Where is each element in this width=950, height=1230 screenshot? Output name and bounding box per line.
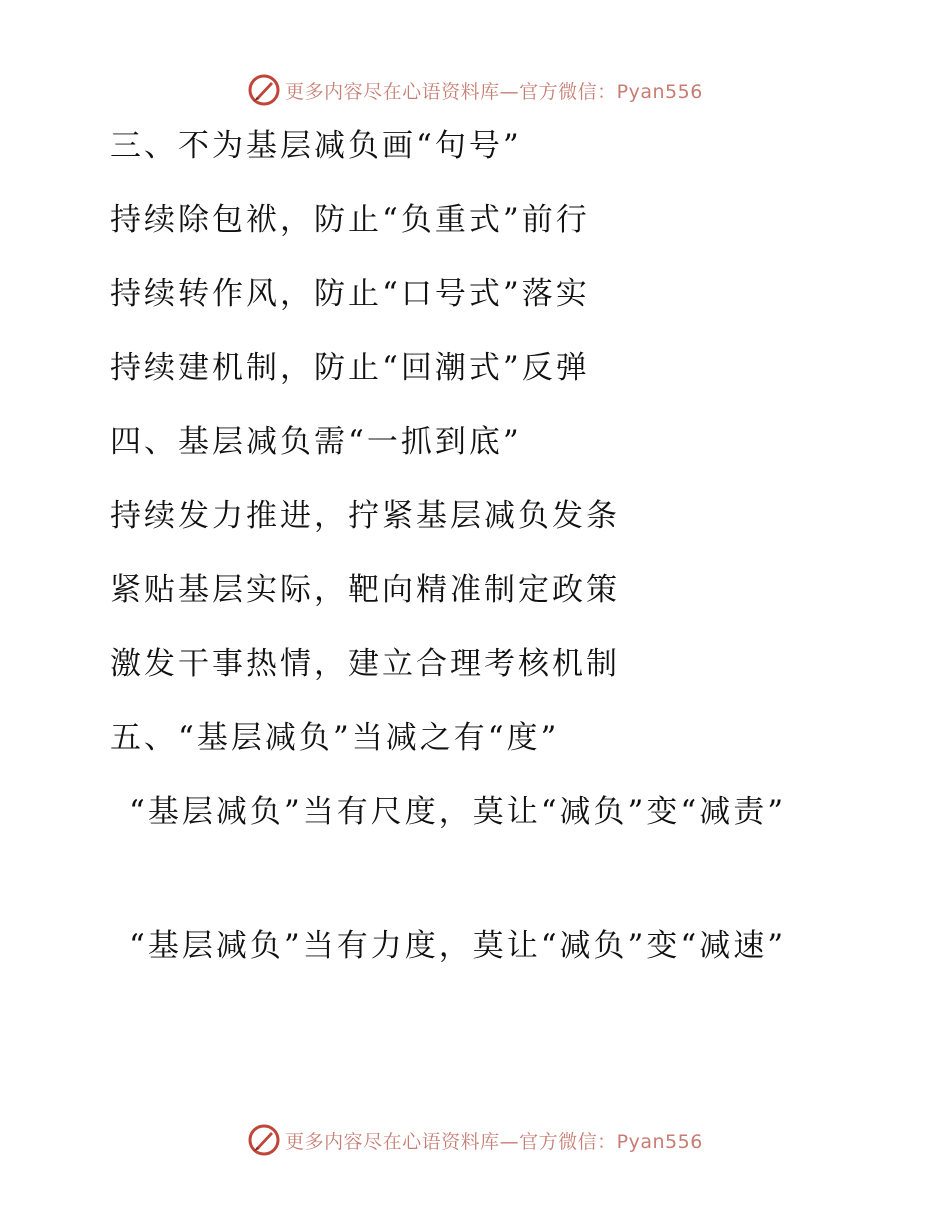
section-heading: 四、基层减负需“一抓到底” (110, 424, 522, 460)
watermark-text: 更多内容尽在心语资料库—官方微信：Pyan556 (285, 80, 703, 103)
list-item: “基层减负”当有力度，莫让“减负”变“减速” (129, 928, 787, 964)
list-item: 持续建机制，防止“回潮式”反弹 (110, 350, 590, 386)
quill-logo-icon (247, 73, 281, 107)
list-item: 持续转作风，防止“口号式”落实 (110, 276, 590, 312)
watermark-text: 更多内容尽在心语资料库—官方微信：Pyan556 (285, 1130, 703, 1153)
list-item: “基层减负”当有尺度，莫让“减负”变“减责” (129, 794, 787, 830)
section-heading: 三、不为基层减负画“句号” (110, 128, 522, 164)
list-item: 激发干事热情，建立合理考核机制 (110, 646, 620, 682)
list-item: 持续除包袱，防止“负重式”前行 (110, 202, 590, 238)
footer-watermark (0, 1120, 950, 1160)
list-item: 紧贴基层实际，靶向精准制定政策 (110, 572, 620, 608)
section-heading: 五、“基层减负”当减之有“度” (110, 720, 560, 756)
header-watermark (0, 70, 950, 110)
list-item: 持续发力推进，拧紧基层减负发条 (110, 498, 620, 534)
quill-logo-icon (247, 1123, 281, 1157)
